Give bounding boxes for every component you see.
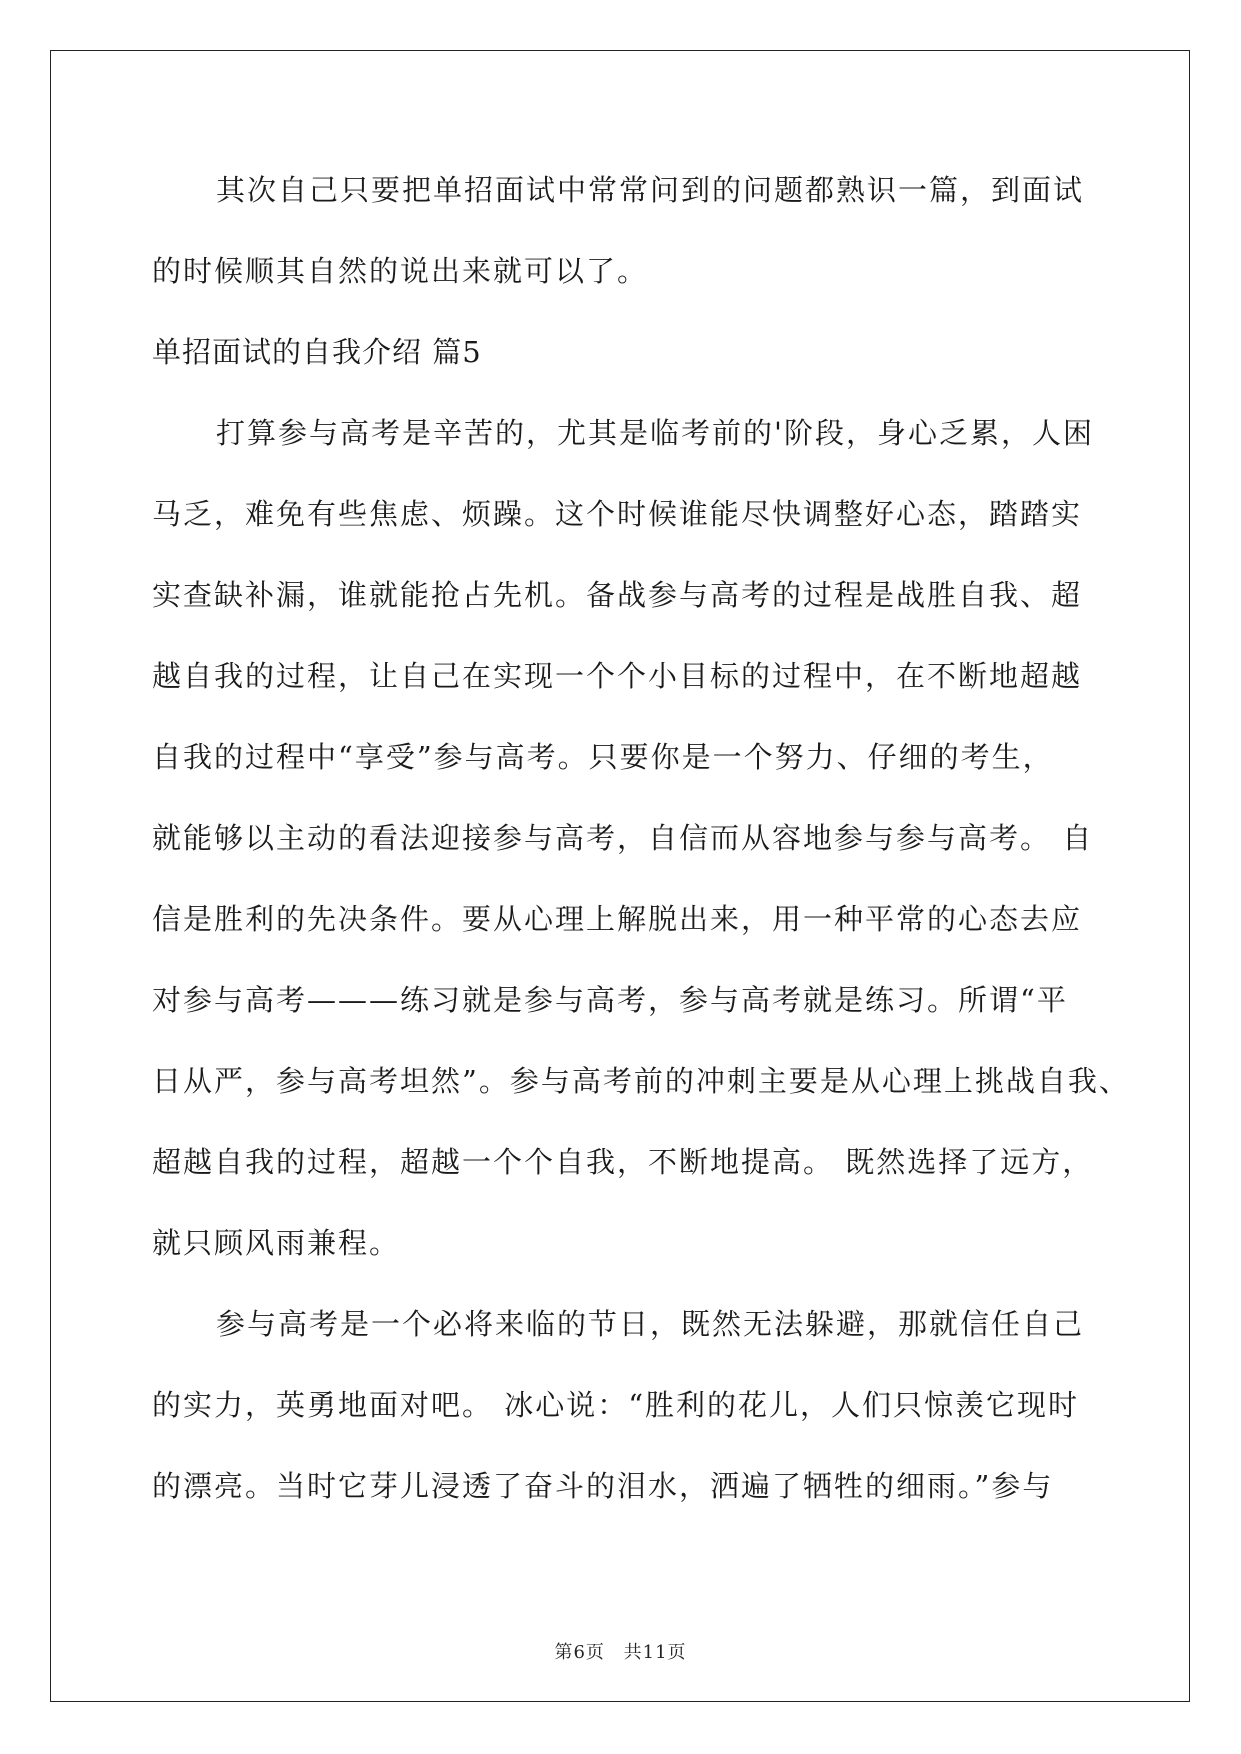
document-body	[152, 168, 1130, 1545]
paragraph-line: 超越自我的过程，超越一个个自我，不断地提高。 既然选择了远方，	[152, 1145, 1094, 1179]
paragraph-line: 就只顾风雨兼程。	[152, 1226, 401, 1260]
page-number: 第6页	[554, 1642, 605, 1663]
section-heading: 单招面试的自我介绍 篇5	[152, 335, 482, 369]
paragraph-line: 日从严，参与高考坦然”。参与高考前的冲刺主要是从心理上挑战自我、	[152, 1064, 1130, 1098]
paragraph-line: 的时候顺其自然的说出来就可以了。	[152, 254, 649, 288]
paragraph-line: 对参与高考———练习就是参与高考，参与高考就是练习。所谓“平	[152, 983, 1068, 1017]
page-footer	[0, 1638, 1241, 1664]
paragraph-line: 其次自己只要把单招面试中常常问到的问题都熟识一篇，到面试	[216, 173, 1085, 207]
paragraph-line: 参与高考是一个必将来临的节日，既然无法躲避，那就信任自己	[216, 1307, 1085, 1341]
paragraph-line: 越自我的过程，让自己在实现一个个小目标的过程中，在不断地超越	[152, 659, 1083, 693]
paragraph-line: 就能够以主动的看法迎接参与高考，自信而从容地参与参与高考。 自	[152, 821, 1094, 855]
paragraph-line: 信是胜利的先决条件。要从心理上解脱出来，用一种平常的心态去应	[152, 902, 1083, 936]
paragraph-line: 自我的过程中“享受”参与高考。只要你是一个努力、仔细的考生，	[152, 740, 1054, 774]
paragraph-line: 实查缺补漏，谁就能抢占先机。备战参与高考的过程是战胜自我、超	[152, 578, 1083, 612]
paragraph-line: 的实力，英勇地面对吧。 冰心说：“胜利的花儿，人们只惊羡它现时	[152, 1388, 1080, 1422]
page-total: 共11页	[623, 1642, 687, 1663]
paragraph-line: 的漂亮。当时它芽儿浸透了奋斗的泪水，洒遍了牺牲的细雨。”参与	[152, 1469, 1054, 1503]
paragraph-line: 打算参与高考是辛苦的，尤其是临考前的'阶段，身心乏累，人困	[216, 416, 1094, 450]
paragraph-line: 马乏，难免有些焦虑、烦躁。这个时候谁能尽快调整好心态，踏踏实	[152, 497, 1083, 531]
